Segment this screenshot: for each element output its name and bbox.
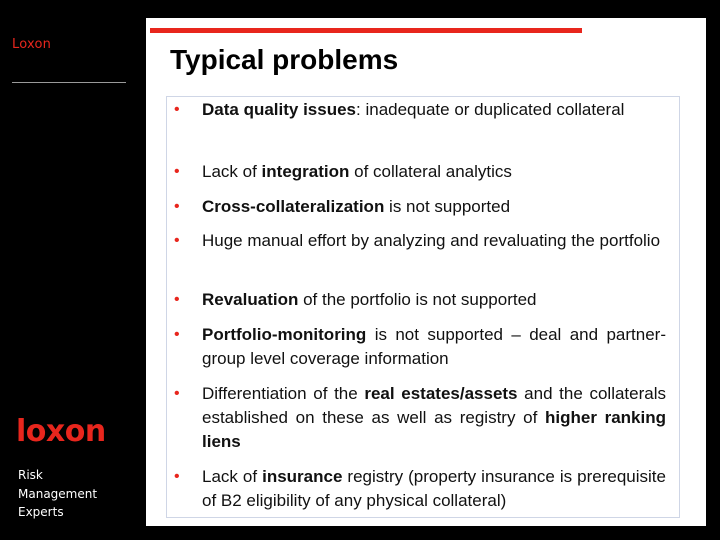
bullet-item <box>172 229 666 253</box>
tagline-line: Management <box>18 486 98 501</box>
bullet-text: Differentiation of the <box>202 384 365 403</box>
bullet-item <box>172 288 666 312</box>
bullet-marker: • <box>174 101 180 118</box>
bullet-emphasis: higher ranking liens <box>202 408 667 451</box>
bullet-text: Lack of <box>202 162 262 181</box>
bullet-marker: • <box>174 163 180 180</box>
bullet-text: of the portfolio is not supported <box>298 290 537 309</box>
bullet-item <box>172 465 666 513</box>
bullet-item <box>172 98 666 122</box>
loxon-logo: loxon <box>16 414 106 449</box>
bullet-emphasis: insurance <box>262 467 343 486</box>
bullet-text: Lack of <box>202 467 263 486</box>
bullet-text: and the collaterals established on these as well as registry of <box>202 384 667 427</box>
brand-tagline <box>18 466 97 522</box>
slide-title: Typical problems <box>170 44 399 75</box>
brand-divider <box>12 82 126 83</box>
bullet-marker: • <box>174 326 180 343</box>
bullet-item <box>172 195 666 219</box>
tagline-line: Risk <box>18 468 43 482</box>
title-accent-bar <box>150 28 582 33</box>
bullet-emphasis: Portfolio-monitoring <box>202 325 367 344</box>
bullet-text: is not supported – deal and partner-group level coverage information <box>202 325 666 368</box>
bullet-emphasis: Revaluation <box>202 290 299 309</box>
bullet-emphasis: real estates/assets <box>364 384 518 403</box>
bullet-marker: • <box>174 468 180 485</box>
tagline-line: Experts <box>18 505 64 519</box>
bullet-item <box>172 160 666 184</box>
bullet-marker: • <box>174 198 180 215</box>
bullet-emphasis: Data quality issues <box>202 100 357 119</box>
bullet-text: is not supported <box>384 197 511 216</box>
bullet-text: registry (property insurance is prerequisite of B2 eligibility of any physical collateral) <box>202 467 666 510</box>
bullet-marker: • <box>174 385 180 402</box>
bullet-emphasis: Cross-collateralization <box>202 197 385 216</box>
bullet-text: of collateral analytics <box>349 162 512 181</box>
bullet-marker: • <box>174 291 180 308</box>
bullet-marker: • <box>174 232 180 249</box>
bullet-item <box>172 323 666 371</box>
brand-wordmark-small: Loxon <box>12 37 52 52</box>
bullet-text: : inadequate or duplicated collateral <box>356 100 625 119</box>
bullet-emphasis: integration <box>261 162 350 181</box>
bullet-text: Huge manual effort by analyzing and revaluating the portfolio <box>202 231 661 250</box>
bullet-item <box>172 382 666 454</box>
